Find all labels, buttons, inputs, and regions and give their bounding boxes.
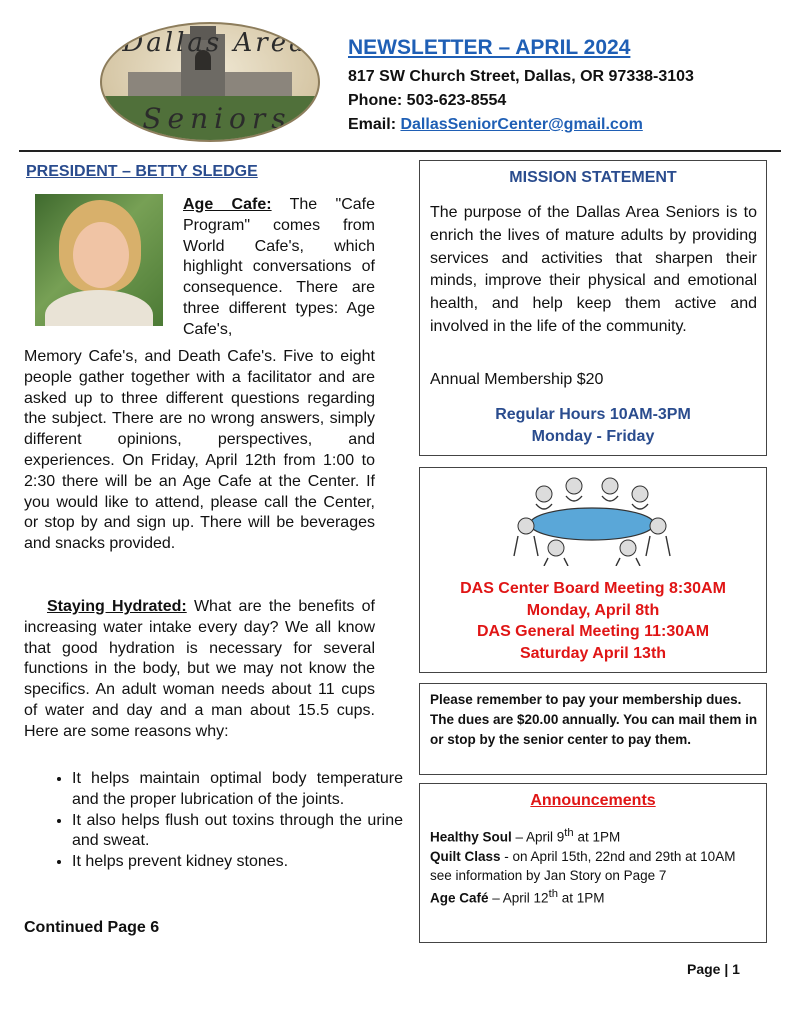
logo-oval-image (100, 22, 320, 142)
regular-hours (420, 404, 766, 448)
meetings-box (419, 467, 767, 673)
hydration-bullets (44, 769, 403, 873)
email-line (348, 113, 694, 137)
announcements-list (430, 824, 760, 907)
mission-statement-box (419, 160, 767, 456)
street-address: 817 SW Church Street, Dallas, OR 97338-3103 (348, 68, 694, 85)
continued-note: Continued Page 6 (24, 919, 160, 936)
newsletter-title: NEWSLETTER – APRIL 2024 (348, 36, 631, 59)
list-item: • It helps maintain optimal body temperature and the proper lubrication of the joints. (72, 769, 403, 811)
email-label: Email: (348, 116, 397, 133)
list-item: • It also helps flush out toxins through the urine and sweat. (72, 811, 403, 853)
hours-line: Regular Hours 10AM-3PM (495, 406, 691, 423)
board-meeting-line: DAS Center Board Meeting 8:30AM (460, 580, 726, 597)
email-link[interactable]: DallasSeniorCenter@gmail.com (400, 116, 643, 133)
dues-reminder-text: Please remember to pay your membership dues. The dues are $20.00 annually. You can mail them in or stop by the senior center to pay them. (430, 692, 758, 747)
general-meeting-date: Saturday April 13th (519, 644, 667, 662)
list-item: • It helps prevent kidney stones. (72, 852, 403, 873)
page-number: Page | 1 (687, 961, 740, 977)
hydration-text: What are the benefits of increasing water intake every day? We all know that good hydration is necessary for several functions in the body, but we may not know the specifics. An adult woman needs about 11 cups of water and day and a man about 15.5 cups. Here are some reasons why: (24, 598, 375, 740)
president-photo (35, 194, 163, 326)
contact-info (348, 65, 694, 137)
announcements-box (419, 783, 767, 943)
dues-reminder-box (419, 683, 767, 775)
phone-number: Phone: 503-623-8554 (348, 92, 507, 109)
hydration-heading: Staying Hydrated: (47, 598, 187, 615)
age-cafe-intro (183, 195, 375, 341)
meeting-schedule (420, 578, 766, 664)
membership-fee: Annual Membership $20 (430, 371, 604, 388)
age-cafe-body: Memory Cafe's, and Death Cafe's. Five to eight people gather together with a facilitator and are asked up to three different questions regarding the subject. There are no wrong answers, simply different opinions, perspectives, and experiences. On Friday, April 12th from 1:00 to 2:30 there will be an Age Cafe at the Center. If you would like to attend, please call the Center, or stop by and sign up. There will be beverages and snacks provided. (24, 348, 375, 553)
meeting-table-illustration (504, 474, 680, 566)
list-item: Healthy Soul – April 9th at 1PM (430, 827, 621, 845)
dallas-area-seniors-logo (100, 22, 318, 140)
announcements-title: Announcements (530, 792, 656, 809)
president-heading: PRESIDENT – BETTY SLEDGE (26, 163, 258, 180)
hydration-paragraph (24, 597, 375, 743)
list-item: Quilt Class - on April 15th, 22nd and 29th at 10AM see information by Jan Story on Page 7 (430, 848, 736, 883)
age-cafe-intro-text: The "Cafe Program" comes from World Cafe's, which highlight conversations of consequence. There are three different types: Age Cafe's, (183, 196, 375, 338)
header-divider (19, 150, 781, 152)
mission-text: The purpose of the Dallas Area Seniors is to enrich the lives of mature adults by providing services and activities that sharpen their minds, improve their physical and emotional health, and help keep them active and involved in the life of the community. (430, 204, 757, 335)
days-line: Monday - Friday (531, 428, 655, 445)
board-meeting-date: Monday, April 8th (526, 601, 660, 619)
list-item: Age Café – April 12th at 1PM (430, 887, 605, 905)
age-cafe-heading: Age Cafe: (183, 196, 272, 213)
mission-title: MISSION STATEMENT (509, 169, 677, 186)
general-meeting-line: DAS General Meeting 11:30AM (476, 623, 710, 640)
logo-text-bottom: Seniors (142, 102, 292, 135)
logo-text-top: Dallas Area (122, 28, 308, 58)
